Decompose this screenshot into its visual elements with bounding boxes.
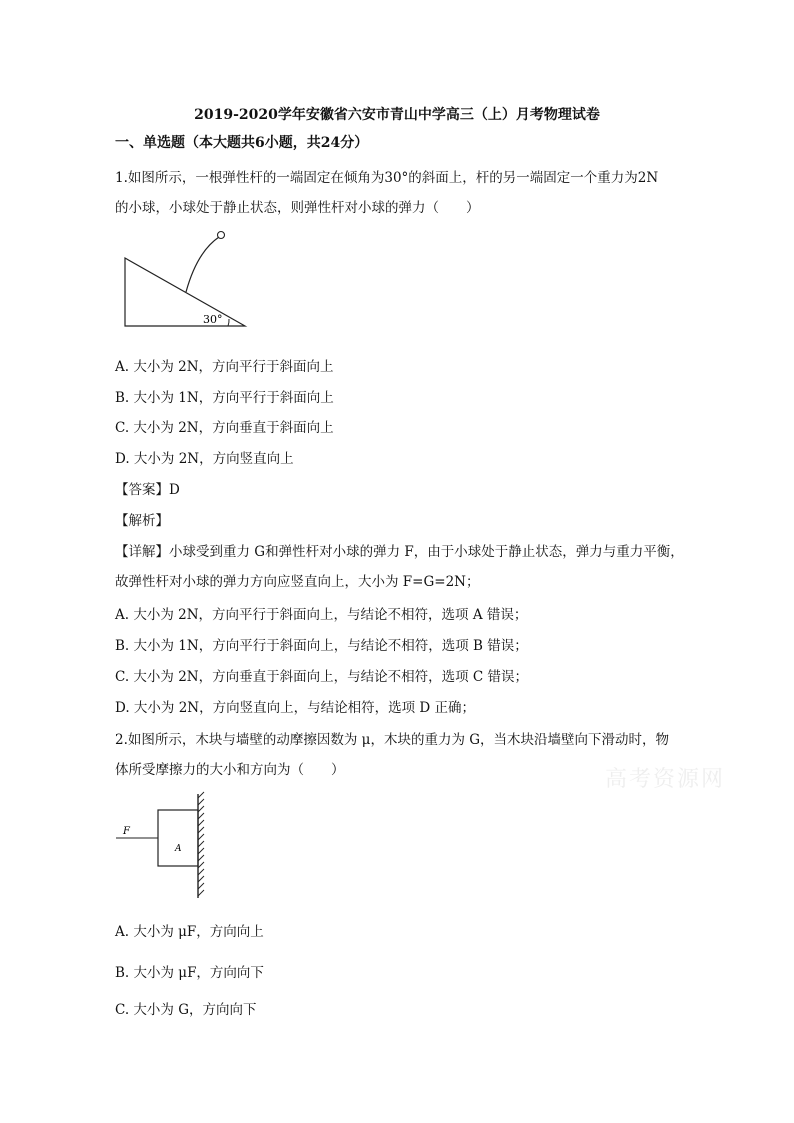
q2-stem-line2: 体所受摩擦力的大小和方向为（ ）: [115, 762, 345, 778]
q1-analysis-a: A. 大小为 2N，方向平行于斜面向上，与结论不相符，选项 A 错误；: [115, 607, 528, 623]
watermark: 高考资源网: [605, 767, 726, 792]
force-label: F: [123, 826, 130, 837]
angle-label: 30°: [203, 313, 223, 326]
q1-incline-figure: [115, 226, 255, 336]
q1-analysis-b: B. 大小为 1N，方向平行于斜面向上，与结论不相符，选项 B 错误；: [115, 638, 528, 654]
angle-arc: [228, 319, 229, 326]
block: [158, 810, 198, 866]
ball: [218, 232, 225, 239]
q1-option-b: B. 大小为 1N，方向平行于斜面向上: [115, 390, 334, 406]
q1-detail-line2: 故弹性杆对小球的弹力方向应竖直向上，大小为 F=G=2N；: [115, 574, 480, 590]
q1-stem-line2: 的小球，小球处于静止状态，则弹性杆对小球的弹力（ ）: [115, 200, 480, 216]
elastic-rod: [186, 237, 219, 292]
q1-option-d: D. 大小为 2N，方向竖直向上: [115, 451, 294, 467]
q1-analysis-d: D. 大小为 2N，方向竖直向上，与结论相符，选项 D 正确；: [115, 700, 476, 716]
q2-wall-figure: [112, 790, 217, 902]
q1-stem-line1: 1.如图所示，一根弹性杆的一端固定在倾角为30°的斜面上，杆的另一端固定一个重力为2N: [115, 170, 659, 186]
section-heading: 一、单选题（本大题共6小题，共24分）: [115, 135, 369, 151]
wall-hatching: [198, 792, 204, 896]
q1-detail-line1: 【详解】小球受到重力 G和弹性杆对小球的弹力 F，由于小球处于静止状态，弹力与重力平衡，: [115, 544, 684, 560]
paper-title: 2019-2020学年安徽省六安市青山中学高三（上）月考物理试卷: [194, 107, 600, 123]
q1-answer: 【答案】D: [115, 482, 180, 498]
incline-triangle: [125, 258, 245, 326]
q1-analysis-heading: 【解析】: [115, 513, 169, 529]
block-label: A: [175, 844, 182, 854]
q2-option-a: A. 大小为 μF，方向向上: [115, 924, 264, 940]
q1-analysis-c: C. 大小为 2N，方向垂直于斜面向上，与结论不相符，选项 C 错误；: [115, 669, 529, 685]
q2-stem-line1: 2.如图所示，木块与墙壁的动摩擦因数为 μ，木块的重力为 G，当木块沿墙壁向下滑动时，物: [115, 732, 670, 748]
q2-option-b: B. 大小为 μF，方向向下: [115, 965, 264, 981]
q1-option-c: C. 大小为 2N，方向垂直于斜面向上: [115, 420, 334, 436]
q1-option-a: A. 大小为 2N，方向平行于斜面向上: [115, 359, 334, 375]
q2-option-c: C. 大小为 G，方向向下: [115, 1002, 257, 1018]
